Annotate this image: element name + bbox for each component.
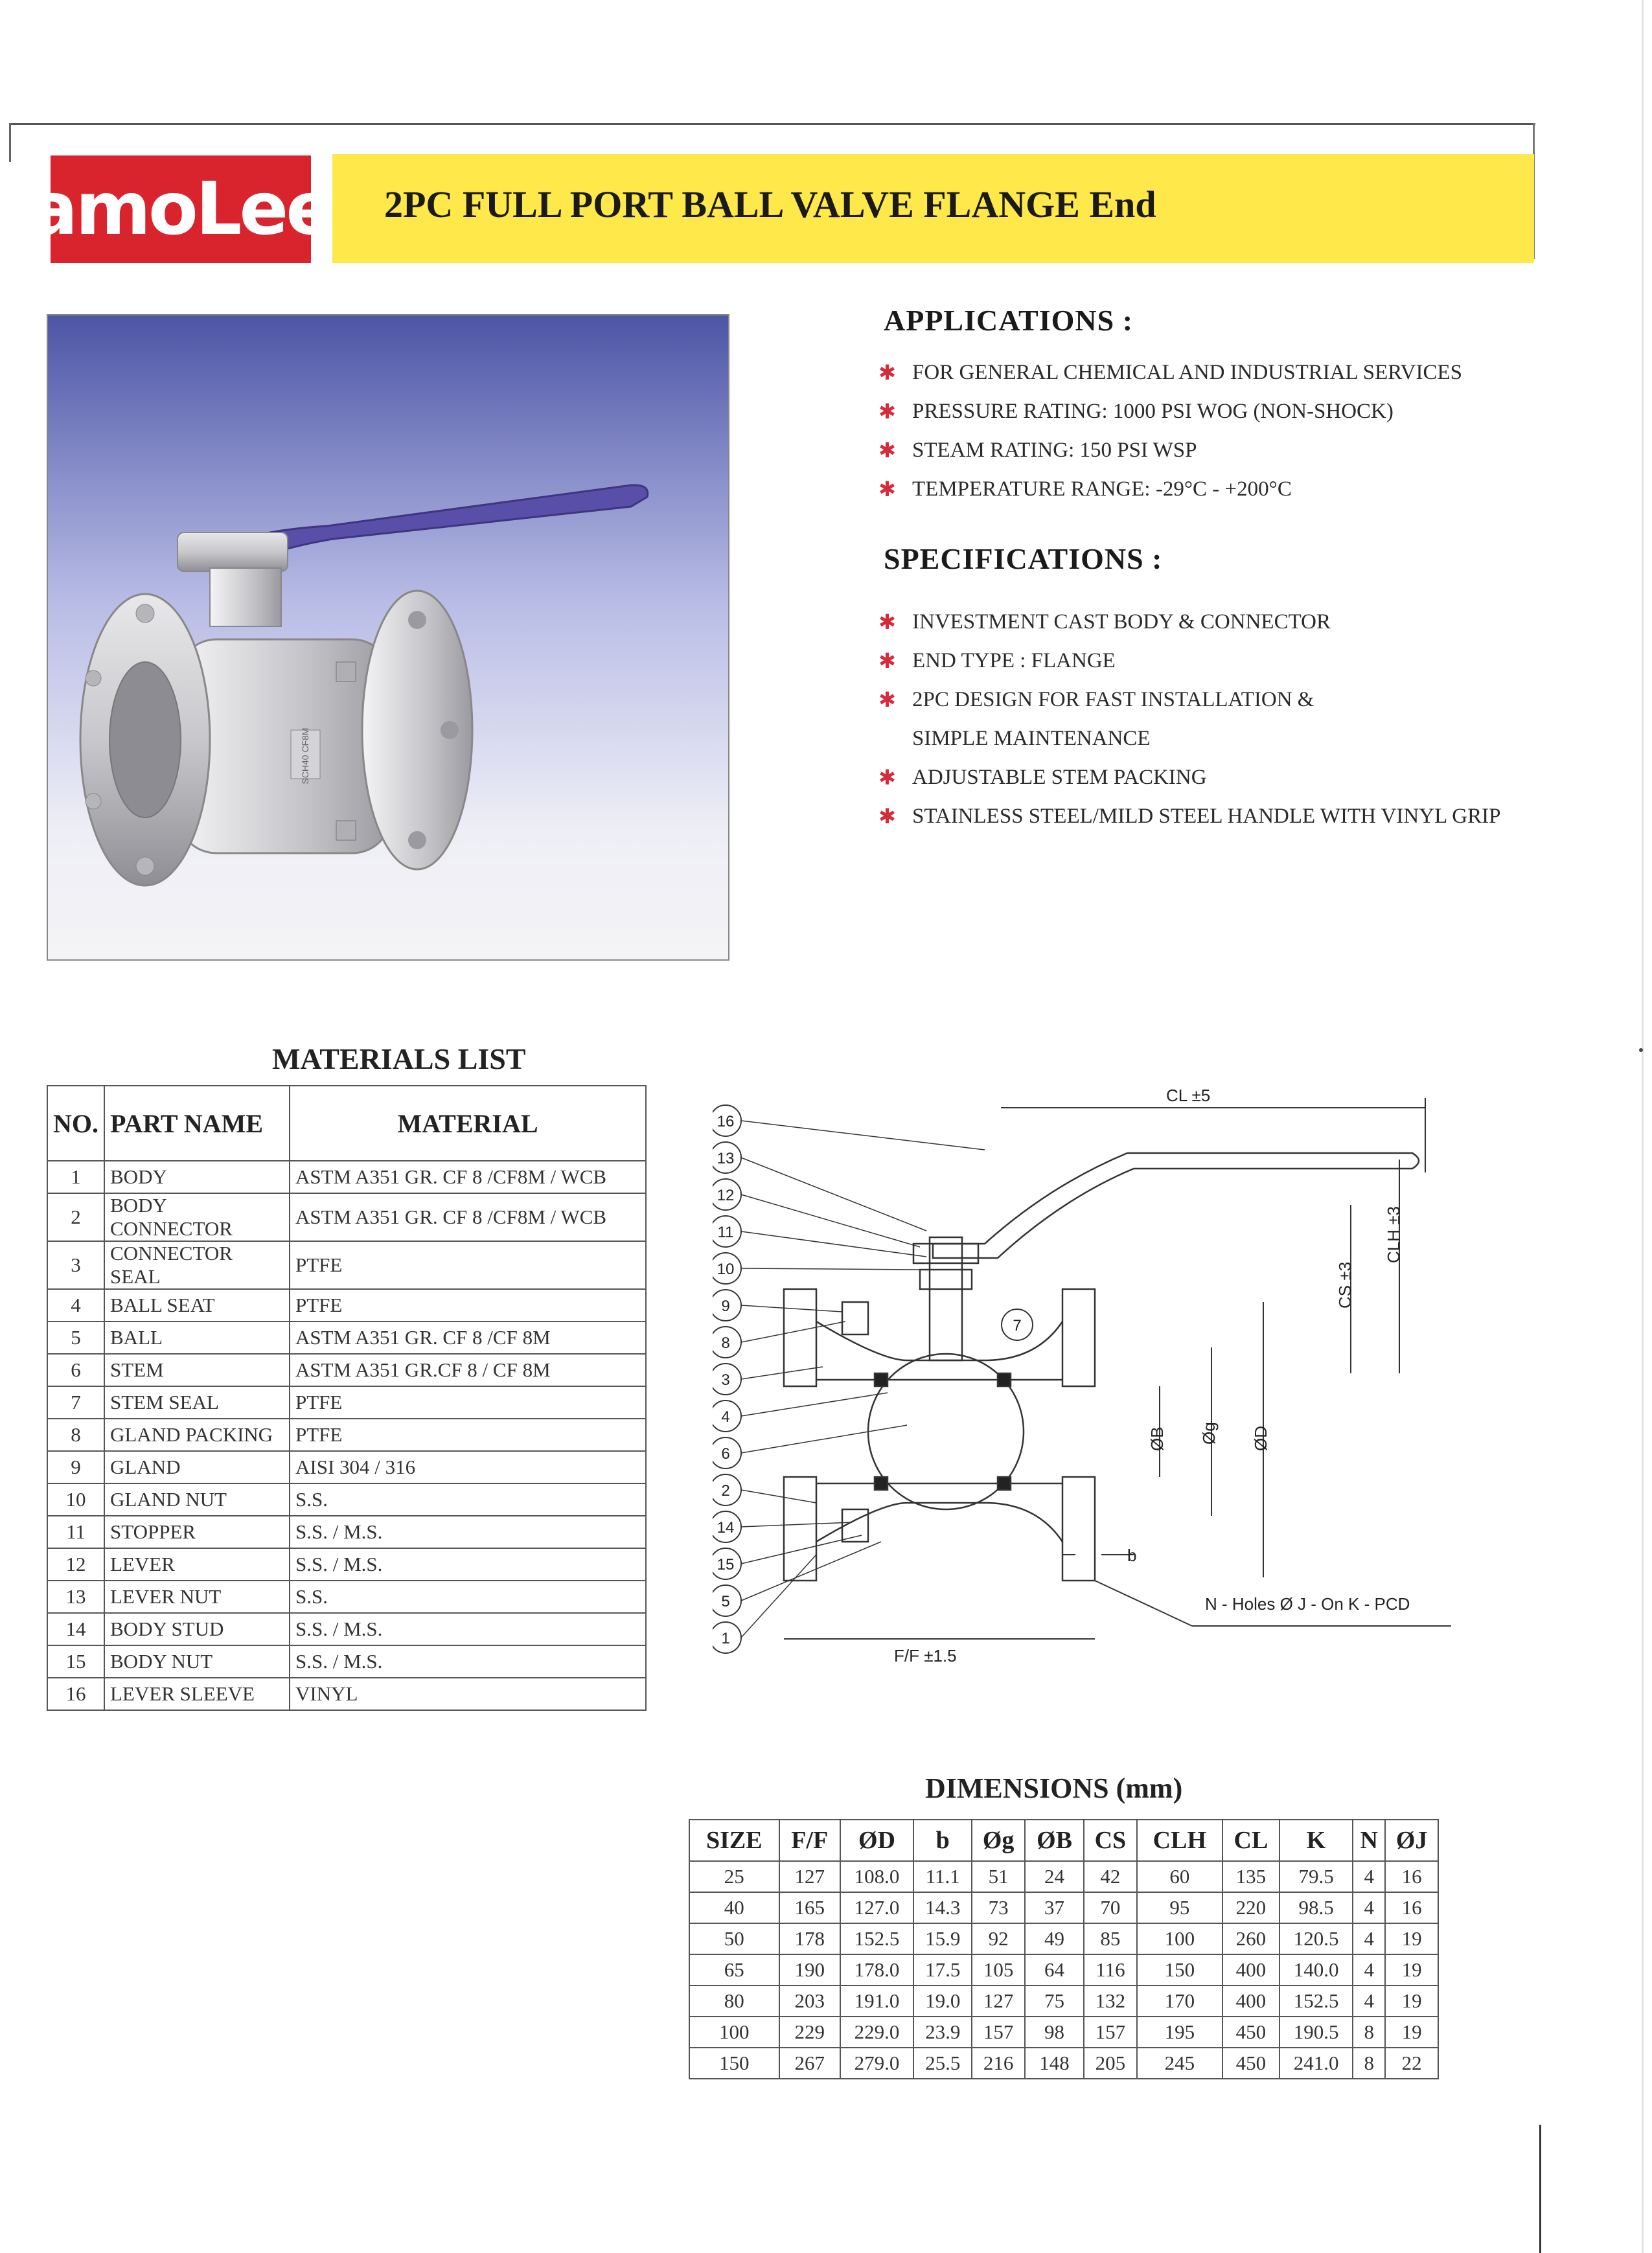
table-cell: 9 — [47, 1451, 104, 1483]
table-cell: S.S. / M.S. — [290, 1548, 646, 1581]
leader-line — [741, 1158, 926, 1231]
leader-line — [741, 1490, 816, 1503]
table-row — [689, 2017, 1438, 2048]
table-row — [47, 1241, 646, 1289]
table-cell: GLAND PACKING — [104, 1419, 290, 1451]
table-row — [47, 1581, 646, 1613]
table-cell: LEVER SLEEVE — [104, 1678, 290, 1710]
column-header: PART NAME — [104, 1086, 290, 1161]
table-cell: 19 — [1385, 2017, 1438, 2048]
table-cell: 279.0 — [840, 2048, 913, 2079]
list-item — [878, 797, 1500, 836]
asterisk-icon: ✱ — [878, 765, 896, 790]
list-item — [878, 353, 1462, 392]
leader-line — [741, 1231, 926, 1257]
table-cell: 49 — [1025, 1923, 1084, 1954]
table-cell: 116 — [1084, 1954, 1137, 1985]
table-cell: 13 — [47, 1581, 104, 1613]
table-cell: 105 — [972, 1954, 1025, 1985]
table-cell: 42 — [1084, 1861, 1137, 1892]
column-header: ØD — [840, 1820, 913, 1861]
table-row — [47, 1289, 646, 1321]
callout-14 — [713, 1511, 852, 1542]
table-cell: 205 — [1084, 2048, 1137, 2079]
table-cell: GLAND NUT — [104, 1483, 290, 1516]
table-row — [47, 1321, 646, 1354]
table-cell: 65 — [689, 1954, 779, 1985]
callout-6 — [713, 1425, 907, 1469]
list-item — [878, 470, 1462, 509]
applications-heading: APPLICATIONS : — [884, 304, 1134, 337]
table-cell: 70 — [1084, 1892, 1137, 1923]
table-header-row — [47, 1086, 646, 1161]
table-cell: 152.5 — [1279, 1985, 1353, 2017]
table-cell: 148 — [1025, 2048, 1084, 2079]
brand-logo-text: amoLee — [29, 167, 333, 251]
list-item — [878, 431, 1462, 470]
table-cell: 4 — [1353, 1861, 1385, 1892]
table-cell: 241.0 — [1279, 2048, 1353, 2079]
application-text: FOR GENERAL CHEMICAL AND INDUSTRIAL SERVICES — [912, 361, 1462, 384]
specification-text: ADJUSTABLE STEM PACKING — [912, 766, 1207, 789]
table-row — [689, 1892, 1438, 1923]
dimensions-table-body — [689, 1861, 1438, 2079]
callout-5 — [713, 1542, 881, 1616]
table-cell: 127 — [972, 1985, 1025, 2017]
table-cell: 4 — [1353, 1954, 1385, 1985]
callout-11 — [713, 1216, 926, 1257]
callout-number: 2 — [721, 1482, 730, 1500]
table-cell: S.S. — [290, 1581, 646, 1613]
table-cell: ASTM A351 GR. CF 8 /CF8M / WCB — [290, 1161, 646, 1193]
leader-line — [741, 1425, 907, 1453]
table-cell: VINYL — [290, 1678, 646, 1710]
table-cell: 16 — [1385, 1861, 1438, 1892]
page-title: 2PC FULL PORT BALL VALVE FLANGE End — [384, 183, 1156, 225]
table-row — [47, 1483, 646, 1516]
table-cell: PTFE — [290, 1386, 646, 1419]
dimension-label: CLH ±3 — [1384, 1206, 1403, 1263]
table-cell: 140.0 — [1279, 1954, 1353, 1985]
table-cell: 127 — [779, 1861, 840, 1892]
table-cell: PTFE — [290, 1419, 646, 1451]
leader-line — [741, 1195, 920, 1247]
dimension-label: Øg — [1199, 1422, 1219, 1445]
column-header: CL — [1222, 1820, 1279, 1861]
callout-12 — [713, 1179, 920, 1247]
table-cell: 178 — [779, 1923, 840, 1954]
table-cell: 7 — [47, 1386, 104, 1419]
leader-line — [741, 1393, 888, 1416]
leader-line — [741, 1535, 862, 1564]
table-cell: 190 — [779, 1954, 840, 1985]
table-cell: 11.1 — [913, 1861, 972, 1892]
table-cell: 157 — [972, 2017, 1025, 2048]
materials-title: MATERIALS LIST — [272, 1042, 526, 1075]
list-item — [878, 719, 1500, 758]
table-cell: 190.5 — [1279, 2017, 1353, 2048]
table-row — [47, 1516, 646, 1548]
body-marking: SCH40 CF8M — [300, 727, 310, 784]
table-cell: 64 — [1025, 1954, 1084, 1985]
callout-number: 12 — [717, 1187, 735, 1204]
list-item — [878, 680, 1500, 719]
leader-line — [741, 1305, 842, 1312]
callout-number: 8 — [721, 1334, 730, 1352]
callout-inner — [1002, 1309, 1033, 1340]
table-cell: 108.0 — [840, 1861, 913, 1892]
table-cell: STEM — [104, 1354, 290, 1386]
table-cell: 178.0 — [840, 1954, 913, 1985]
scan-speck — [1639, 1048, 1643, 1052]
asterisk-icon: ✱ — [878, 360, 896, 385]
table-cell: 80 — [689, 1985, 779, 2017]
table-cell: S.S. / M.S. — [290, 1613, 646, 1645]
table-cell: 95 — [1137, 1892, 1222, 1923]
table-cell: 8 — [1353, 2048, 1385, 2079]
table-cell: BALL — [104, 1321, 290, 1354]
table-cell: 19.0 — [913, 1985, 972, 2017]
table-cell: BODY STUD — [104, 1613, 290, 1645]
table-cell: S.S. — [290, 1483, 646, 1516]
column-header: F/F — [779, 1820, 840, 1861]
table-row — [47, 1354, 646, 1386]
table-cell: 2 — [47, 1193, 104, 1241]
callout-4 — [713, 1393, 888, 1432]
product-photo — [47, 314, 729, 961]
page-edge — [1642, 0, 1644, 2253]
table-cell: 220 — [1222, 1892, 1279, 1923]
table-cell: 92 — [972, 1923, 1025, 1954]
callout-number: 1 — [721, 1630, 730, 1647]
table-cell: 120.5 — [1279, 1923, 1353, 1954]
callout-16 — [713, 1105, 985, 1150]
column-header: CS — [1084, 1820, 1137, 1861]
specifications-heading: SPECIFICATIONS : — [884, 542, 1163, 575]
callout-number: 9 — [721, 1298, 730, 1315]
application-text: TEMPERATURE RANGE: -29°C - +200°C — [912, 477, 1292, 501]
column-header: N — [1353, 1820, 1385, 1861]
table-row — [47, 1548, 646, 1581]
table-cell: 12 — [47, 1548, 104, 1581]
table-cell: 450 — [1222, 2017, 1279, 2048]
callout-10 — [713, 1253, 920, 1284]
list-item — [878, 641, 1500, 680]
column-header: ØJ — [1385, 1820, 1438, 1861]
table-row — [689, 1985, 1438, 2017]
callout-number: 13 — [717, 1150, 735, 1167]
table-cell: 157 — [1084, 2017, 1137, 2048]
specification-text: STAINLESS STEEL/MILD STEEL HANDLE WITH VINYL GRIP — [912, 805, 1501, 828]
table-cell: 73 — [972, 1892, 1025, 1923]
table-cell: 195 — [1137, 2017, 1222, 2048]
asterisk-icon: ✱ — [878, 438, 896, 463]
table-cell: LEVER NUT — [104, 1581, 290, 1613]
table-cell: 85 — [1084, 1923, 1137, 1954]
column-header: Øg — [972, 1820, 1025, 1861]
table-row — [689, 1861, 1438, 1892]
asterisk-icon: ✱ — [878, 804, 896, 829]
table-cell: 17.5 — [913, 1954, 972, 1985]
callout-number: 11 — [717, 1224, 734, 1241]
table-cell: PTFE — [290, 1289, 646, 1321]
table-row — [689, 2048, 1438, 2079]
table-cell: 98.5 — [1279, 1892, 1353, 1923]
callout-number: 3 — [721, 1371, 730, 1389]
table-cell: 4 — [1353, 1985, 1385, 2017]
table-cell: 229 — [779, 2017, 840, 2048]
application-text: STEAM RATING: 150 PSI WSP — [912, 439, 1197, 462]
column-header: ØB — [1025, 1820, 1084, 1861]
table-cell: 25.5 — [913, 2048, 972, 2079]
table-cell: 24 — [1025, 1861, 1084, 1892]
table-cell: 50 — [689, 1923, 779, 1954]
top-rule — [9, 123, 1535, 125]
table-cell: 5 — [47, 1321, 104, 1354]
table-cell: 8 — [47, 1419, 104, 1451]
callout-number: 15 — [717, 1556, 735, 1573]
table-cell: 267 — [779, 2048, 840, 2079]
application-text: PRESSURE RATING: 1000 PSI WOG (NON-SHOCK) — [912, 400, 1394, 423]
table-cell: 3 — [47, 1241, 104, 1289]
table-row — [689, 1923, 1438, 1954]
table-cell: STEM SEAL — [104, 1386, 290, 1419]
materials-table-body — [47, 1161, 646, 1710]
leader-line — [741, 1121, 985, 1150]
table-cell: 152.5 — [840, 1923, 913, 1954]
table-cell: 165 — [779, 1892, 840, 1923]
table-cell: 260 — [1222, 1923, 1279, 1954]
table-cell: 23.9 — [913, 2017, 972, 2048]
leader-line — [741, 1321, 845, 1342]
table-cell: 16 — [1385, 1892, 1438, 1923]
table-cell: 1 — [47, 1161, 104, 1193]
materials-table — [47, 1085, 647, 1711]
table-cell: 4 — [47, 1289, 104, 1321]
table-cell: GLAND — [104, 1451, 290, 1483]
specification-text: SIMPLE MAINTENANCE — [912, 727, 1151, 750]
column-header: K — [1279, 1820, 1353, 1861]
column-header: SIZE — [689, 1820, 779, 1861]
title-band — [332, 154, 1534, 263]
table-cell: 127.0 — [840, 1892, 913, 1923]
table-row — [689, 1954, 1438, 1985]
left-rule — [9, 123, 11, 162]
leader-line — [741, 1268, 920, 1270]
table-row — [47, 1161, 646, 1193]
table-cell: 6 — [47, 1354, 104, 1386]
callout-3 — [713, 1364, 823, 1395]
table-cell: 203 — [779, 1985, 840, 2017]
callout-number: 14 — [717, 1519, 735, 1537]
table-cell: STOPPER — [104, 1516, 290, 1548]
table-cell: BODY NUT — [104, 1645, 290, 1678]
table-cell: BODY — [104, 1161, 290, 1193]
bottom-line — [1539, 2125, 1541, 2253]
table-cell: 216 — [972, 2048, 1025, 2079]
table-cell: 191.0 — [840, 1985, 913, 2017]
table-cell: AISI 304 / 316 — [290, 1451, 646, 1483]
table-cell: CONNECTOR SEAL — [104, 1241, 290, 1289]
table-cell: 37 — [1025, 1892, 1084, 1923]
table-cell: 19 — [1385, 1954, 1438, 1985]
table-cell: BODY CONNECTOR — [104, 1193, 290, 1241]
table-cell: 4 — [1353, 1892, 1385, 1923]
table-cell: 170 — [1137, 1985, 1222, 2017]
callout-number: 16 — [717, 1113, 735, 1130]
asterisk-icon: ✱ — [878, 610, 896, 634]
list-item — [878, 758, 1500, 797]
table-cell: 229.0 — [840, 2017, 913, 2048]
table-cell: 400 — [1222, 1985, 1279, 2017]
table-cell: S.S. / M.S. — [290, 1645, 646, 1678]
table-row — [47, 1419, 646, 1451]
table-cell: 150 — [1137, 1954, 1222, 1985]
leader-line — [741, 1367, 823, 1379]
callout-2 — [713, 1474, 816, 1505]
list-item — [878, 602, 1500, 641]
table-cell: 40 — [689, 1892, 779, 1923]
dimensions-table — [689, 1819, 1439, 2079]
dimensions-title: DIMENSIONS (mm) — [925, 1772, 1183, 1804]
table-cell: 79.5 — [1279, 1861, 1353, 1892]
table-row — [47, 1645, 646, 1678]
table-cell: 100 — [689, 2017, 779, 2048]
table-cell: 450 — [1222, 2048, 1279, 2079]
callout-9 — [713, 1290, 842, 1321]
table-cell: 132 — [1084, 1985, 1137, 2017]
list-item — [878, 392, 1462, 431]
table-cell: BALL SEAT — [104, 1289, 290, 1321]
table-cell: 60 — [1137, 1861, 1222, 1892]
specification-text: INVESTMENT CAST BODY & CONNECTOR — [912, 610, 1331, 634]
table-cell: ASTM A351 GR.CF 8 / CF 8M — [290, 1354, 646, 1386]
column-header: NO. — [47, 1086, 104, 1161]
dimension-label: b — [1127, 1546, 1137, 1565]
table-header-row — [689, 1820, 1438, 1861]
table-cell: 14 — [47, 1613, 104, 1645]
applications-list — [878, 353, 1462, 509]
specification-text: END TYPE : FLANGE — [912, 649, 1116, 672]
column-header: MATERIAL — [290, 1086, 646, 1161]
dimension-label: ØB — [1147, 1426, 1167, 1451]
table-cell: PTFE — [290, 1241, 646, 1289]
table-cell: 16 — [47, 1678, 104, 1710]
callout-number: 4 — [721, 1408, 730, 1426]
table-cell: 11 — [47, 1516, 104, 1548]
ball-valve-illustration — [48, 315, 728, 959]
table-cell: 4 — [1353, 1923, 1385, 1954]
leader-line — [741, 1542, 881, 1601]
table-cell: 25 — [689, 1861, 779, 1892]
column-header: CLH — [1137, 1820, 1222, 1861]
dimension-label: ØD — [1251, 1426, 1270, 1451]
dimension-label: CS ±3 — [1335, 1261, 1355, 1309]
table-row — [47, 1193, 646, 1241]
callout-number: 6 — [721, 1445, 730, 1463]
table-cell: 10 — [47, 1483, 104, 1516]
table-cell: 15.9 — [913, 1923, 972, 1954]
table-cell: 22 — [1385, 2048, 1438, 2079]
specifications-list — [878, 602, 1500, 836]
table-cell: 51 — [972, 1861, 1025, 1892]
asterisk-icon: ✱ — [878, 399, 896, 424]
table-cell: 14.3 — [913, 1892, 972, 1923]
brand-logo — [29, 155, 333, 263]
leader-line — [741, 1522, 852, 1527]
specification-text: 2PC DESIGN FOR FAST INSTALLATION & — [912, 688, 1314, 711]
table-cell: 98 — [1025, 2017, 1084, 2048]
callout-15 — [713, 1535, 862, 1579]
dimension-label: CL ±5 — [1166, 1088, 1211, 1105]
table-cell: LEVER — [104, 1548, 290, 1581]
table-cell: ASTM A351 GR. CF 8 /CF8M / WCB — [290, 1193, 646, 1241]
table-cell: 8 — [1353, 2017, 1385, 2048]
callout-number: 7 — [1013, 1317, 1022, 1334]
table-cell: 19 — [1385, 1985, 1438, 2017]
table-row — [47, 1451, 646, 1483]
table-cell: 400 — [1222, 1954, 1279, 1985]
dimension-label: N - Holes Ø J - On K - PCD — [1205, 1594, 1410, 1614]
column-header: b — [913, 1820, 972, 1861]
table-cell: 15 — [47, 1645, 104, 1678]
table-row — [47, 1613, 646, 1645]
dimension-label: F/F ±1.5 — [894, 1646, 957, 1665]
table-cell: ASTM A351 GR. CF 8 /CF 8M — [290, 1321, 646, 1354]
table-cell: 135 — [1222, 1861, 1279, 1892]
callout-number: 10 — [717, 1261, 735, 1278]
table-cell: 150 — [689, 2048, 779, 2079]
table-row — [47, 1678, 646, 1710]
table-cell: 100 — [1137, 1923, 1222, 1954]
table-row — [47, 1386, 646, 1419]
valve-section-drawing — [713, 1088, 1464, 1697]
table-cell: 245 — [1137, 2048, 1222, 2079]
table-cell: S.S. / M.S. — [290, 1516, 646, 1548]
asterisk-icon: ✱ — [878, 477, 896, 501]
asterisk-icon: ✱ — [878, 687, 896, 712]
table-cell: 75 — [1025, 1985, 1084, 2017]
callout-number: 5 — [721, 1593, 730, 1610]
asterisk-icon: ✱ — [878, 648, 896, 673]
table-cell: 19 — [1385, 1923, 1438, 1954]
